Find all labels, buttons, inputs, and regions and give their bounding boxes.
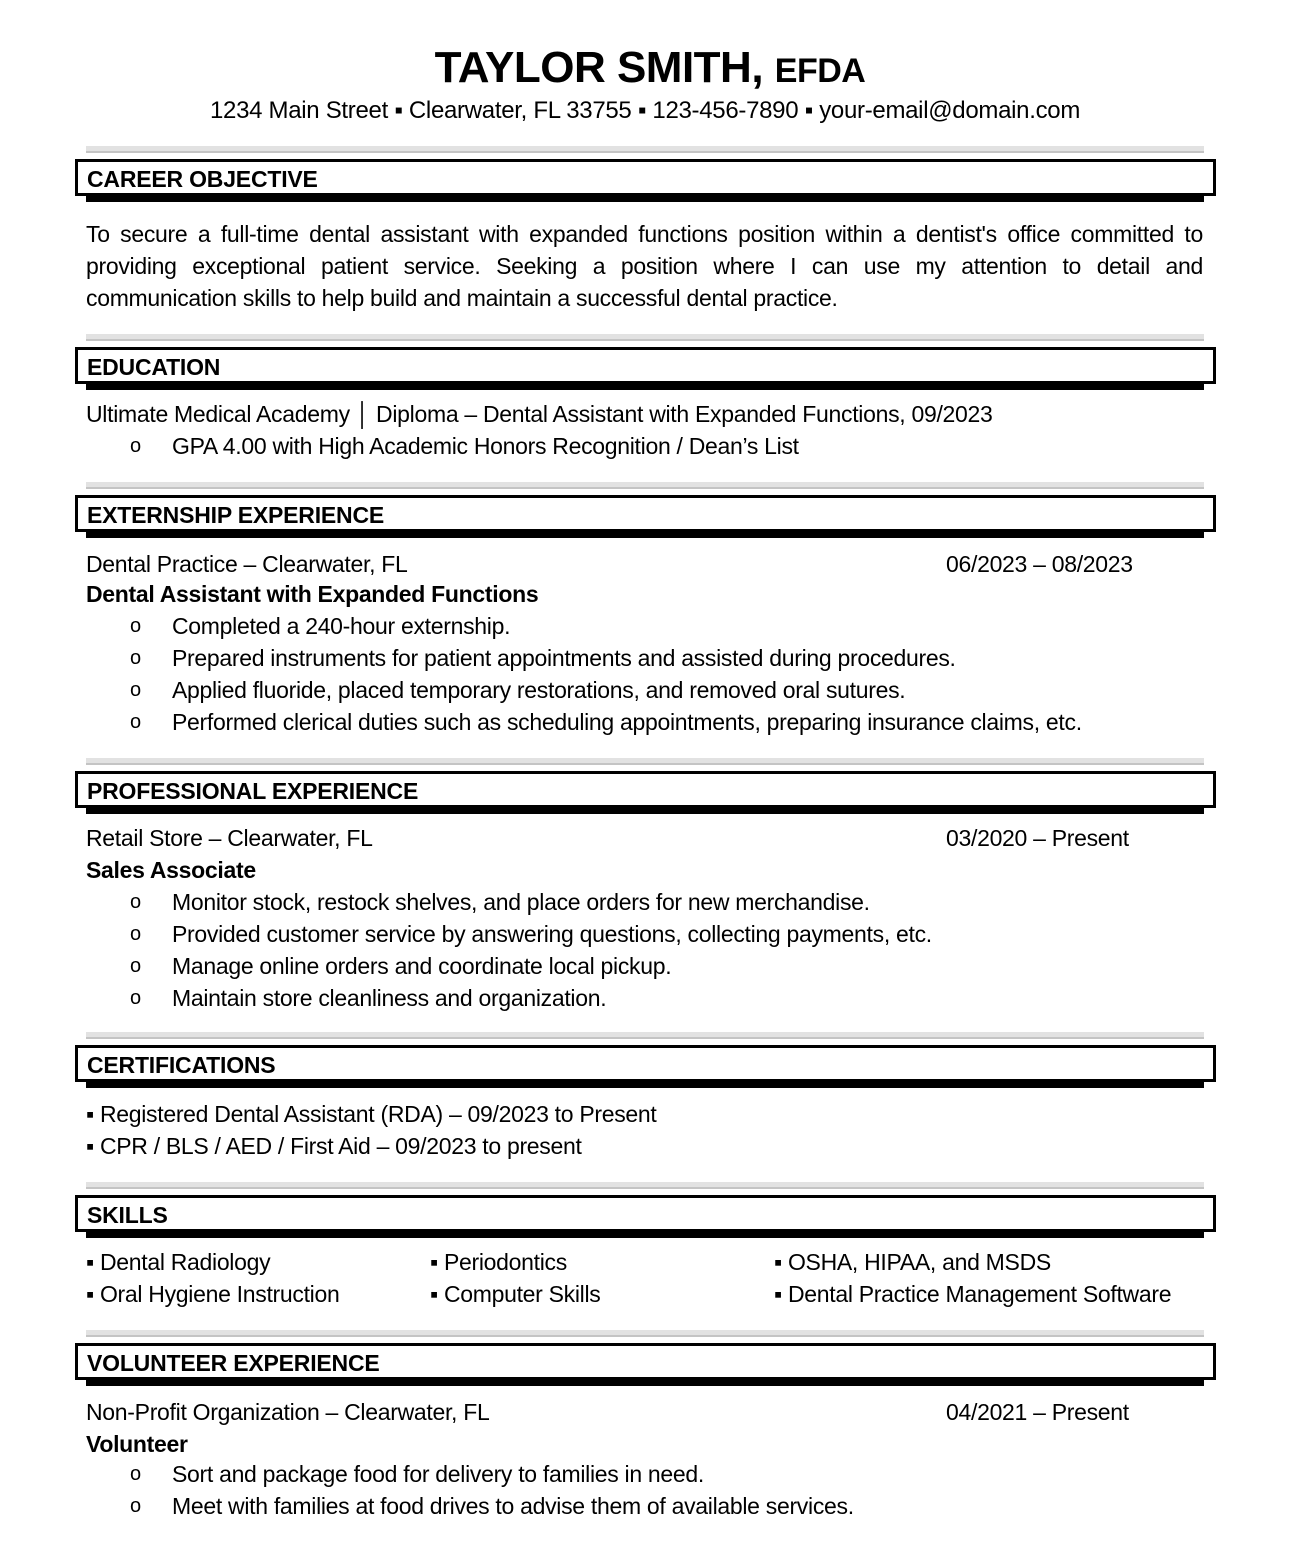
section-title: CERTIFICATIONS (87, 1052, 276, 1078)
full-name: TAYLOR SMITH, (434, 43, 764, 92)
job-title: Volunteer (86, 1431, 188, 1457)
hollow-bullet-icon: o (130, 435, 142, 457)
section-header-skills (75, 1195, 1216, 1232)
date-range: 04/2021 – Present (946, 1399, 1129, 1425)
hollow-bullet-icon: o (130, 647, 142, 669)
section-title: SKILLS (87, 1202, 168, 1228)
hollow-bullet-icon: o (130, 615, 142, 637)
list-item: Monitor stock, restock shelves, and place orders for new merchandise. (172, 889, 870, 915)
hollow-bullet-icon: o (130, 711, 142, 733)
skill-item: ▪ Dental Radiology (86, 1249, 271, 1275)
skill-item: ▪ Dental Practice Management Software (774, 1281, 1172, 1307)
section-underline (86, 808, 1204, 814)
list-item: Prepared instruments for patient appointments and assisted during procedures. (172, 645, 956, 671)
list-item: Performed clerical duties such as scheduling appointments, preparing insurance claims, etc. (172, 709, 1082, 735)
hollow-bullet-icon: o (130, 987, 142, 1009)
credential: EFDA (774, 52, 866, 90)
section-title: EXTERNSHIP EXPERIENCE (87, 502, 385, 528)
certification-item: ▪ CPR / BLS / AED / First Aid – 09/2023 to present (86, 1133, 582, 1159)
employer-line: Non-Profit Organization – Clearwater, FL (86, 1399, 490, 1425)
employer-line: Dental Practice – Clearwater, FL (86, 551, 408, 577)
hollow-bullet-icon: o (130, 891, 142, 913)
skill-item: ▪ Computer Skills (430, 1281, 601, 1307)
skill-item: ▪ Oral Hygiene Instruction (86, 1281, 340, 1307)
employer-line: Retail Store – Clearwater, FL (86, 825, 373, 851)
list-item: Manage online orders and coordinate local pickup. (172, 953, 672, 979)
list-item: Maintain store cleanliness and organization. (172, 985, 607, 1011)
section-header-volunteer (75, 1343, 1216, 1380)
section-divider (86, 1032, 1204, 1039)
section-divider (86, 334, 1204, 341)
section-header-professional (75, 771, 1216, 808)
list-item: Applied fluoride, placed temporary restorations, and removed oral sutures. (172, 677, 906, 703)
hollow-bullet-icon: o (130, 955, 142, 977)
skill-item: ▪ OSHA, HIPAA, and MSDS (774, 1249, 1051, 1275)
list-item: Completed a 240-hour externship. (172, 613, 511, 639)
section-title: VOLUNTEER EXPERIENCE (87, 1350, 380, 1376)
education-line: Ultimate Medical Academy │ Diploma – Dental Assistant with Expanded Functions, 09/2023 (86, 401, 993, 427)
section-underline (86, 384, 1204, 390)
section-title: EDUCATION (87, 354, 221, 380)
section-divider (86, 482, 1204, 489)
section-title: CAREER OBJECTIVE (87, 166, 318, 192)
hollow-bullet-icon: o (130, 679, 142, 701)
certification-item: ▪ Registered Dental Assistant (RDA) – 09/2023 to Present (86, 1101, 657, 1127)
section-divider (86, 1182, 1204, 1189)
section-header-externship (75, 495, 1216, 532)
hollow-bullet-icon: o (130, 1495, 142, 1517)
contact-info: 1234 Main Street ▪ Clearwater, FL 33755 ▪ 123-456-7890 ▪ your-email@domain.com (209, 97, 1081, 124)
section-underline (86, 1380, 1204, 1386)
list-item: GPA 4.00 with High Academic Honors Recognition / Dean’s List (172, 433, 799, 459)
list-item: Meet with families at food drives to advise them of available services. (172, 1493, 854, 1519)
section-underline (86, 1232, 1204, 1238)
job-title: Sales Associate (86, 857, 256, 883)
section-underline (86, 532, 1204, 538)
section-header-education (75, 347, 1216, 384)
list-item: Sort and package food for delivery to families in need. (172, 1461, 704, 1487)
section-header-career-objective (75, 159, 1216, 196)
skill-item: ▪ Periodontics (430, 1249, 567, 1275)
section-divider (86, 758, 1204, 765)
objective-text: To secure a full-time dental assistant with expanded functions position within a dentist's office committed to providing exceptional patient service. Seeking a position where I can use my attention to detail and communication skills to help build and maintain a successful dental practice. (86, 221, 1203, 311)
date-range: 06/2023 – 08/2023 (946, 551, 1133, 577)
section-title: PROFESSIONAL EXPERIENCE (87, 778, 419, 804)
resume-name-heading (0, 40, 1300, 99)
section-divider (86, 146, 1204, 153)
hollow-bullet-icon: o (130, 923, 142, 945)
date-range: 03/2020 – Present (946, 825, 1129, 851)
section-header-certifications (75, 1045, 1216, 1082)
section-underline (86, 196, 1204, 202)
section-underline (86, 1082, 1204, 1088)
job-title: Dental Assistant with Expanded Functions (86, 581, 539, 607)
hollow-bullet-icon: o (130, 1463, 142, 1485)
section-divider (86, 1330, 1204, 1337)
list-item: Provided customer service by answering questions, collecting payments, etc. (172, 921, 932, 947)
